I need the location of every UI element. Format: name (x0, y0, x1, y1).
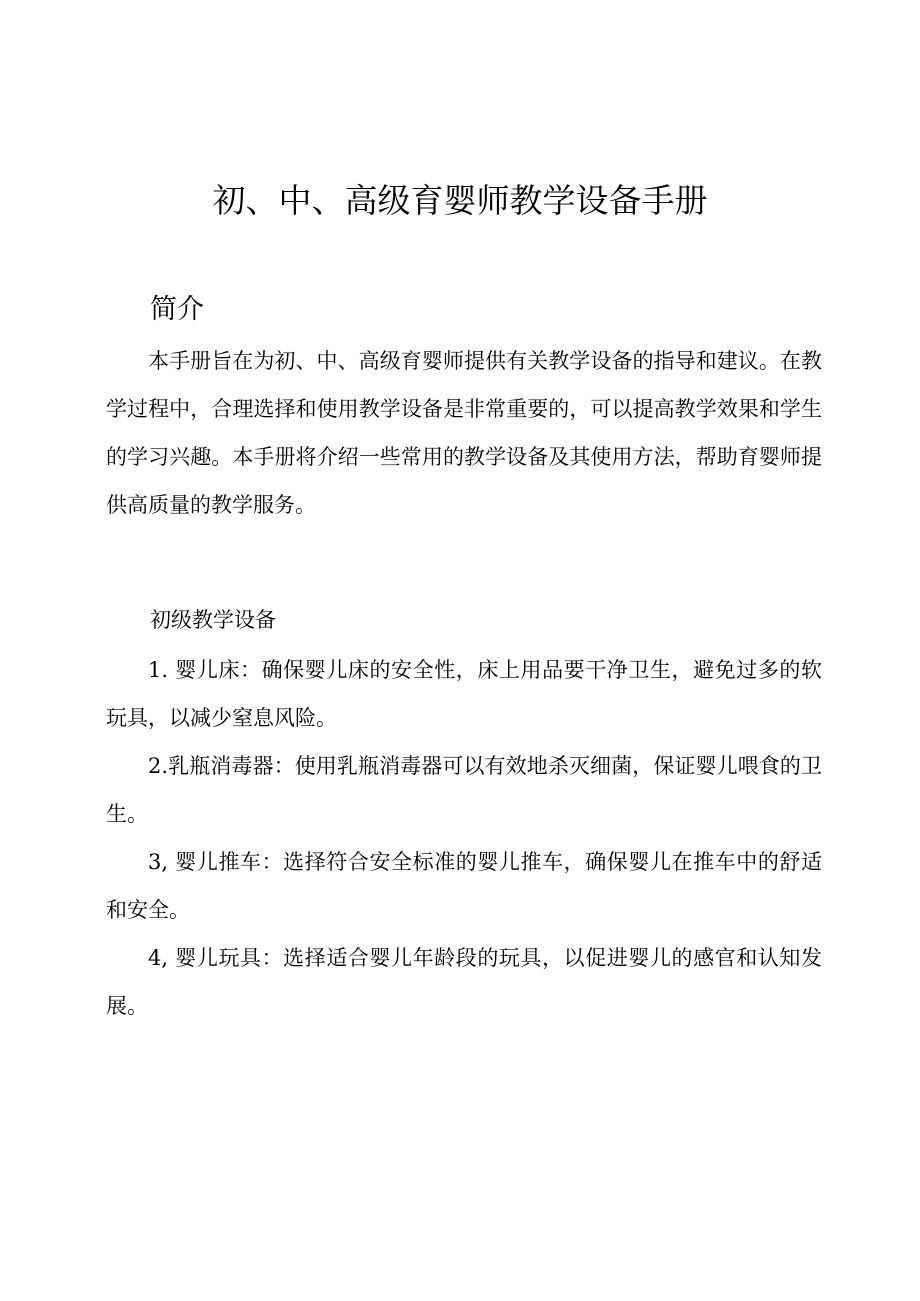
section-label: 初级教学设备 (150, 608, 276, 632)
list-item: 3, 婴儿推车：选择符合安全标准的婴儿推车，确保婴儿在推车中的舒适和安全。 (106, 850, 822, 922)
intro-paragraph: 本手册旨在为初、中、高级育婴师提供有关教学设备的指导和建议。在教学过程中，合理选择和使用教学设备是非常重要的，可以提高教学效果和学生的学习兴趣。本手册将介绍一些常用的教学设备及其使用方法，帮助育婴师提供高质量的教学服务。 (106, 349, 822, 517)
document-title: 初、中、高级育婴师教学设备手册 (212, 181, 708, 220)
intro-heading: 简介 (150, 294, 204, 325)
list-item: 4, 婴儿玩具：选择适合婴儿年龄段的玩具，以促进婴儿的感官和认知发展。 (106, 946, 822, 1018)
list-item: 1. 婴儿床：确保婴儿床的安全性，床上用品要干净卫生，避免过多的软玩具，以减少窒息风险。 (106, 658, 822, 730)
list-item: 2.乳瓶消毒器：使用乳瓶消毒器可以有效地杀灭细菌，保证婴儿喂食的卫生。 (106, 754, 822, 826)
